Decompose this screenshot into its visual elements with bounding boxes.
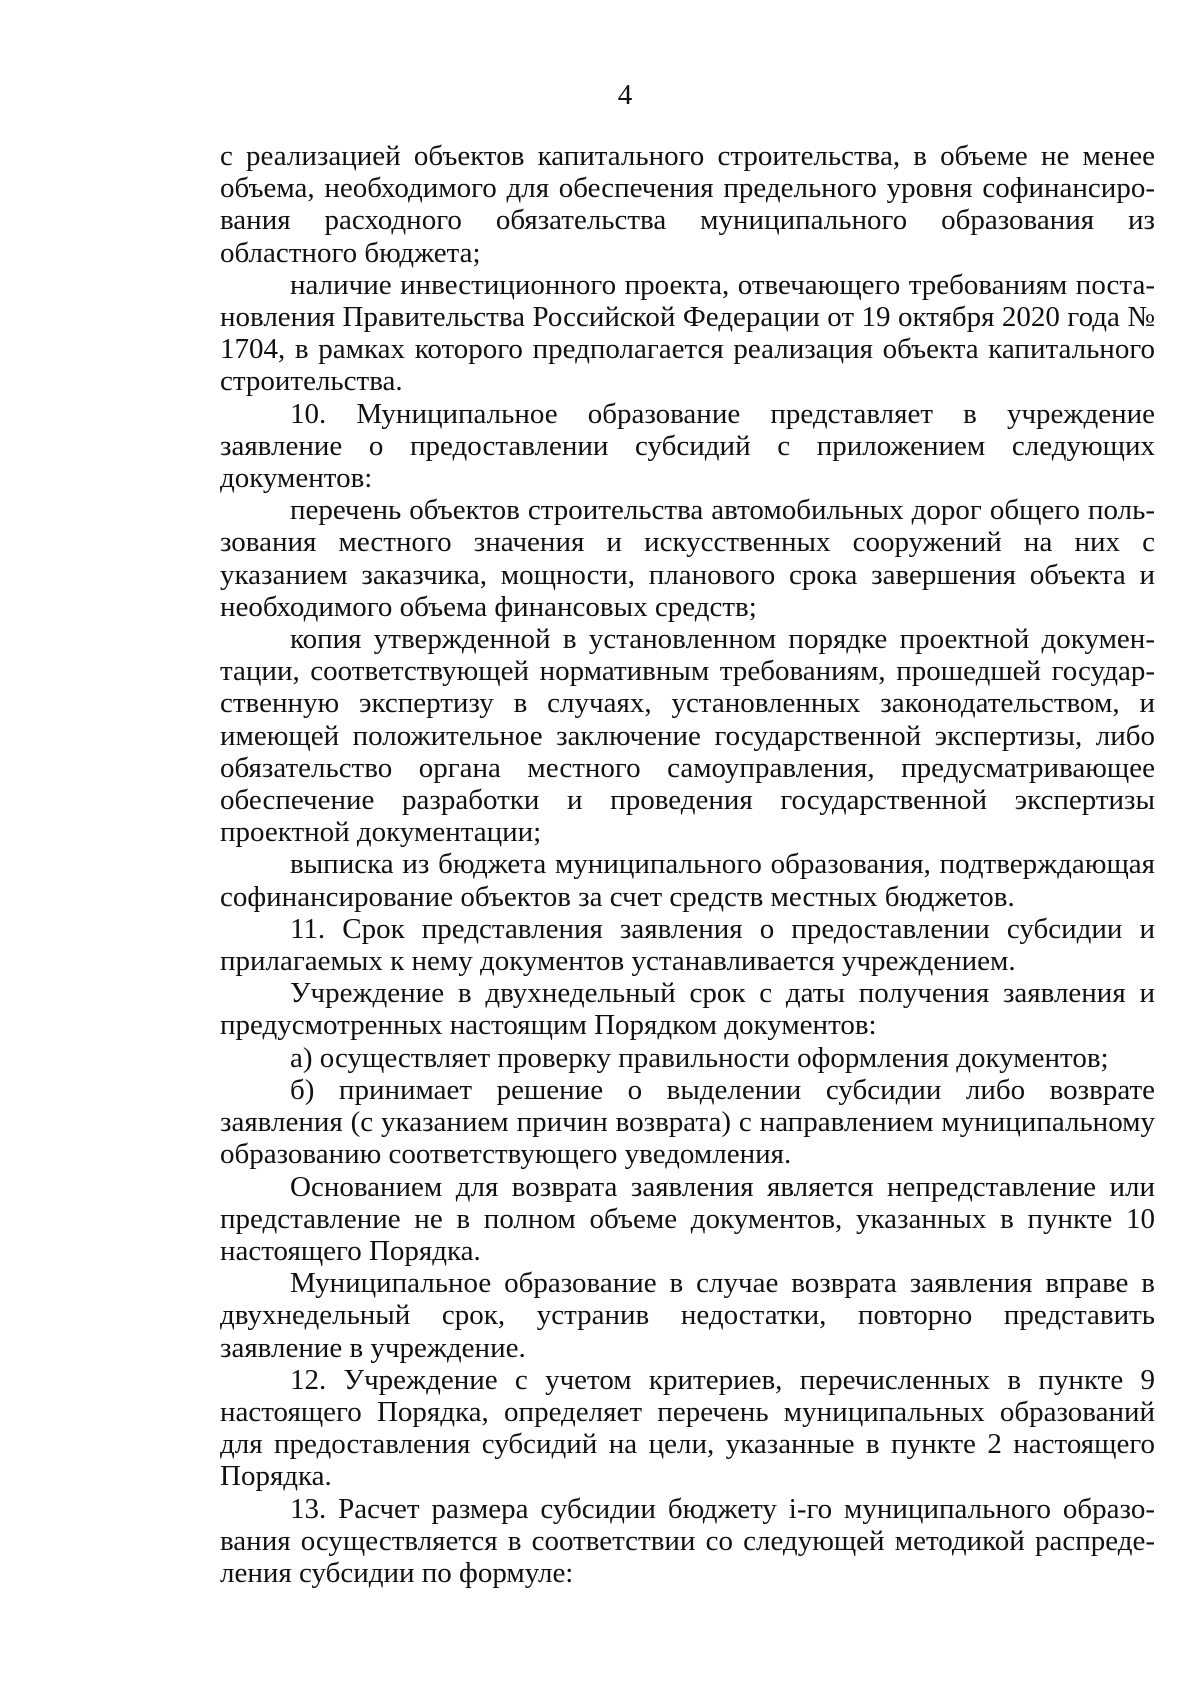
paragraph: Основанием для возврата заявления является непредставление или представление не в полном объеме документов, указанных в пункте 10 настоящего Порядка.: [220, 1170, 1155, 1267]
paragraph-item-10: 10. Муниципальное образование представляет в учреждение заявление о предоставлении субсидий с приложением следующих документов:: [220, 397, 1155, 495]
paragraph-item-12: 12. Учреждение с учетом критериев, перечисленных в пункте 9 настоящего Порядка, определяет перечень муниципальных образований для предоставления субсидий на цели, указанные в пункте 2 настоящего Порядка.: [220, 1363, 1155, 1493]
paragraph: перечень объектов строительства автомобильных дорог общего пользования местного значения и искусственных сооружений на них с указанием заказчика, мощности, планового срока завершения объекта и необходимого объема финансовых средств;: [220, 494, 1155, 623]
paragraph-subitem-a: а) осуществляет проверку правильности оформления документов;: [290, 1041, 1109, 1074]
paragraph: Муниципальное образование в случае возврата заявления вправе в двухнедельный срок, устранив недостатки, повторно представить заявление в учреждение.: [220, 1267, 1155, 1364]
page-number: 4: [617, 79, 633, 111]
paragraph: выписка из бюджета муниципального образования, подтверждающая софинансирование объектов за счет средств местных бюджетов.: [220, 848, 1155, 913]
paragraph: Учреждение в двухнедельный срок с даты получения заявления и предусмотренных настоящим Порядком документов:: [220, 977, 1155, 1042]
paragraph: копия утвержденной в установленном порядке проектной документации, соответствующей нормативным требованиям, прошедшей государственную экспертизу в случаях, установленных законодательством, и имеющей положительное заключение государственной экспертизы, либо обязательство органа местного самоуправления, предусматривающее обеспечение разработки и проведения государственной экспертизы проектной документации;: [220, 623, 1155, 849]
paragraph-item-13: 13. Расчет размера субсидии бюджету i-го муниципального образования осуществляется в соответствии со следующей методикой распределения субсидии по формуле:: [220, 1492, 1155, 1589]
document-body: [220, 140, 1155, 1589]
paragraph-item-11: 11. Срок представления заявления о предоставлении субсидии и прилагаемых к нему документов устанавливается учреждением.: [220, 912, 1155, 978]
paragraph: наличие инвестиционного проекта, отвечающего требованиям постановления Правительства Российской Федерации от 19 октября 2020 года № 1704, в рамках которого предполагается реализация объекта капитального строительства.: [220, 268, 1155, 398]
paragraph-continuation: с реализацией объектов капитального строительства, в объеме не менее объема, необходимого для обеспечения предельного уровня софинансирования расходного обязательства муниципального образования из областного бюджета;: [220, 140, 1155, 269]
paragraph-subitem-b: б) принимает решение о выделении субсидии либо возврате заявления (с указанием причин возврата) с направлением муниципальному образованию соответствующего уведомления.: [220, 1073, 1155, 1171]
